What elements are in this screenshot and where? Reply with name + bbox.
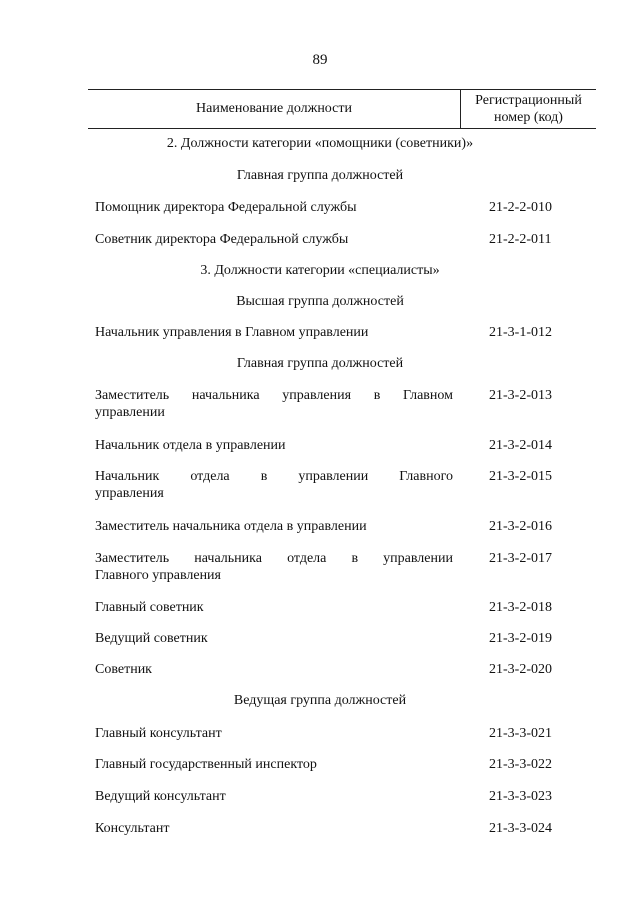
position-name: Начальник управления в Главном управлении bbox=[95, 325, 369, 340]
position-name: Советник директора Федеральной службы bbox=[95, 232, 349, 247]
page-number: 89 bbox=[312, 52, 328, 68]
position-code: 21-3-3-022 bbox=[489, 757, 552, 772]
position-name: Главный консультант bbox=[95, 726, 222, 741]
position-name: Помощник директора Федеральной службы bbox=[95, 200, 357, 215]
position-code: 21-3-2-015 bbox=[489, 469, 552, 484]
position-name: Начальник отдела в управлении bbox=[95, 438, 286, 453]
position-code: 21-3-2-014 bbox=[489, 438, 552, 453]
column-header-code-line1: Регистрационный bbox=[475, 93, 582, 108]
position-code: 21-2-2-011 bbox=[489, 232, 552, 247]
position-code: 21-3-3-021 bbox=[489, 726, 552, 741]
position-name: Главный государственный инспектор bbox=[95, 757, 317, 772]
position-name-line1: Заместитель начальника отдела в управлении bbox=[95, 551, 453, 566]
table-header bbox=[88, 89, 596, 129]
section-title: 2. Должности категории «помощники (советники)» bbox=[166, 136, 474, 151]
position-code: 21-2-2-010 bbox=[489, 200, 552, 215]
column-header-registration-code bbox=[460, 90, 596, 128]
group-title: Высшая группа должностей bbox=[236, 294, 404, 309]
position-name: Ведущий советник bbox=[95, 631, 208, 646]
position-code: 21-3-2-018 bbox=[489, 600, 552, 615]
position-code: 21-3-3-024 bbox=[489, 821, 552, 836]
position-code: 21-3-2-020 bbox=[489, 662, 552, 677]
group-title: Главная группа должностей bbox=[236, 356, 404, 371]
position-name: Заместитель начальника отдела в управлении bbox=[95, 519, 367, 534]
column-header-code-line2: номер (код) bbox=[494, 110, 563, 125]
group-title: Ведущая группа должностей bbox=[233, 693, 407, 708]
position-name-line1: Начальник отдела в управлении Главного bbox=[95, 469, 453, 484]
position-name-line1: Заместитель начальника управления в Главном bbox=[95, 388, 453, 403]
position-name-line2: управлении bbox=[95, 405, 165, 420]
column-header-position-name: Наименование должности bbox=[196, 101, 352, 116]
position-code: 21-3-1-012 bbox=[489, 325, 552, 340]
position-name-line2: Главного управления bbox=[95, 568, 221, 583]
position-code: 21-3-2-017 bbox=[489, 551, 552, 566]
position-code: 21-3-2-016 bbox=[489, 519, 552, 534]
position-name: Советник bbox=[95, 662, 152, 677]
position-name: Ведущий консультант bbox=[95, 789, 226, 804]
position-code: 21-3-2-013 bbox=[489, 388, 552, 403]
position-name: Главный советник bbox=[95, 600, 204, 615]
position-code: 21-3-2-019 bbox=[489, 631, 552, 646]
position-name-line2: управления bbox=[95, 486, 164, 501]
position-code: 21-3-3-023 bbox=[489, 789, 552, 804]
position-name: Консультант bbox=[95, 821, 170, 836]
section-title: 3. Должности категории «специалисты» bbox=[200, 263, 440, 278]
group-title: Главная группа должностей bbox=[236, 168, 404, 183]
